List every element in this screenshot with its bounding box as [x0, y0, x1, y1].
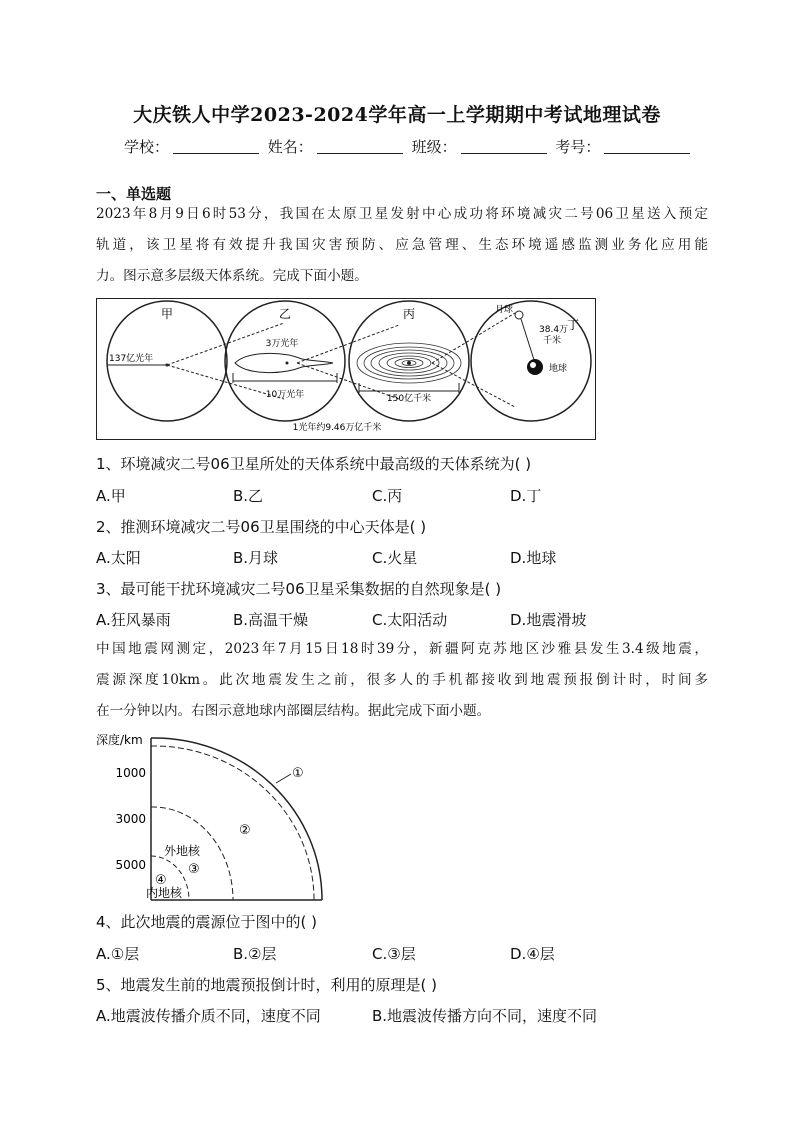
- q5-option-b[interactable]: B.地震波传播方向不同，速度不同: [372, 1007, 598, 1025]
- depth-axis-label: 深度/km: [96, 733, 143, 747]
- yi-diameter-label: 10万光年: [265, 390, 305, 400]
- earth-interior-svg: [96, 730, 336, 902]
- exam-number-blank[interactable]: [604, 139, 690, 154]
- q4-option-a[interactable]: A.①层: [96, 945, 140, 963]
- q1-option-a[interactable]: A.甲: [96, 487, 126, 505]
- label-ding: 丁: [566, 318, 580, 332]
- q3-option-b[interactable]: B.高温干燥: [233, 611, 309, 629]
- student-info-row: [124, 136, 694, 157]
- q4-option-d[interactable]: D.④层: [510, 945, 555, 963]
- layer-1-leader: [276, 774, 291, 783]
- layer-1-mark: ①: [292, 766, 304, 781]
- layer-4-mark: ④: [155, 873, 167, 888]
- question-4-stem: 4、此次地震的震源位于图中的( ): [96, 913, 318, 931]
- moon-label: 月球: [494, 305, 513, 315]
- passage-1: [96, 199, 708, 292]
- q2-option-b[interactable]: B.月球: [233, 549, 279, 567]
- label-jia: 甲: [160, 307, 174, 321]
- q2-option-c[interactable]: C.火星: [372, 549, 418, 567]
- earth-label: 地球: [549, 364, 568, 374]
- yi-sun-dot: [286, 362, 289, 365]
- question-5-stem: 5、地震发生前的地震预报倒计时，利用的原理是( ): [96, 976, 438, 994]
- moon-dot: [515, 311, 523, 319]
- class-blank[interactable]: [461, 139, 547, 154]
- q1-option-d[interactable]: D.丁: [510, 487, 542, 505]
- q1-option-c[interactable]: C.丙: [372, 487, 403, 505]
- figure1-caption: 1光年约9.46万亿千米: [292, 423, 382, 433]
- jia-radius-label: 137亿光年: [109, 354, 154, 364]
- passage-2-line: 在一分钟以内。右图示意地球内部圈层结构。据此完成下面小题。: [96, 703, 491, 719]
- q5-option-a[interactable]: A.地震波传播介质不同，速度不同: [96, 1007, 321, 1025]
- label-bing: 丙: [402, 307, 416, 321]
- outer-core-label: 外地核: [164, 844, 201, 858]
- q1-option-b[interactable]: B.乙: [233, 487, 264, 505]
- name-label: 姓名：: [267, 138, 313, 156]
- connector-bing-ding-top: [432, 313, 515, 363]
- section-heading: 一、单选题: [96, 185, 172, 203]
- school-blank[interactable]: [173, 139, 259, 154]
- passage-2-line: 中国地震网测定，2023年7月15日18时39分，新疆阿克苏地区沙雅县发生3.4级地震，: [96, 641, 708, 657]
- question-3-stem: 3、最可能干扰环境减灾二号06卫星采集数据的自然现象是( ): [96, 580, 502, 598]
- question-2-stem: 2、推测环境减灾二号06卫星围绕的中心天体是( ): [96, 518, 427, 536]
- exam-number-label: 考号：: [555, 138, 601, 156]
- connector-bing-ding-bottom: [432, 363, 515, 407]
- earth-interior-figure: [96, 730, 336, 906]
- passage-2: [96, 634, 708, 727]
- passage-1-line: 2023年8月9日6时53分，我国在太原卫星发射中心成功将环境减灾二号06卫星送入预定: [96, 206, 708, 222]
- distance-label-2: 千米: [543, 336, 562, 346]
- q3-option-c[interactable]: C.太阳活动: [372, 611, 448, 629]
- school-label: 学校：: [124, 138, 170, 156]
- inner-core-label: 内地核: [146, 886, 183, 900]
- celestial-systems-figure: [96, 298, 596, 440]
- name-blank[interactable]: [317, 139, 403, 154]
- bing-diameter-label: 150亿千米: [386, 394, 432, 404]
- q4-option-b[interactable]: B.②层: [233, 945, 277, 963]
- tick-3000: 3000: [115, 812, 146, 826]
- sun-dot: [407, 361, 411, 365]
- tick-1000: 1000: [115, 766, 146, 780]
- layer-3-mark: ③: [188, 862, 200, 877]
- earth-moon-line: [521, 319, 535, 363]
- exam-title: 大庆铁人中学2023-2024学年高一上学期期中考试地理试卷: [133, 104, 661, 126]
- label-yi: 乙: [278, 307, 292, 321]
- galaxy-shape: [235, 353, 333, 372]
- q3-option-a[interactable]: A.狂风暴雨: [96, 611, 171, 629]
- passage-2-line: 震源深度10km。此次地震发生之前，很多人的手机都接收到地震预报倒计时，时间多: [96, 672, 708, 688]
- celestial-systems-svg: [97, 299, 594, 438]
- question-1-stem: 1、环境减灾二号06卫星所处的天体系统中最高级的天体系统为( ): [96, 455, 532, 473]
- class-label: 班级：: [411, 138, 457, 156]
- passage-1-line: 轨道，该卫星将有效提升我国灾害预防、应急管理、生态环境遥感监测业务化应用能: [96, 237, 708, 253]
- q4-option-c[interactable]: C.③层: [372, 945, 416, 963]
- q3-option-d[interactable]: D.地震滑坡: [510, 611, 587, 629]
- passage-1-line: 力。图示意多层级天体系统。完成下面小题。: [96, 268, 368, 284]
- layer-2-mark: ②: [239, 823, 251, 838]
- distance-label-1: 38.4万: [539, 325, 569, 335]
- earth-highlight: [530, 362, 536, 368]
- q2-option-a[interactable]: A.太阳: [96, 549, 141, 567]
- yi-thickness-label: 3万光年: [265, 339, 299, 349]
- tick-5000: 5000: [115, 858, 146, 872]
- crust-arc: [151, 738, 322, 900]
- q2-option-d[interactable]: D.地球: [510, 549, 557, 567]
- moho-arc: [151, 746, 314, 900]
